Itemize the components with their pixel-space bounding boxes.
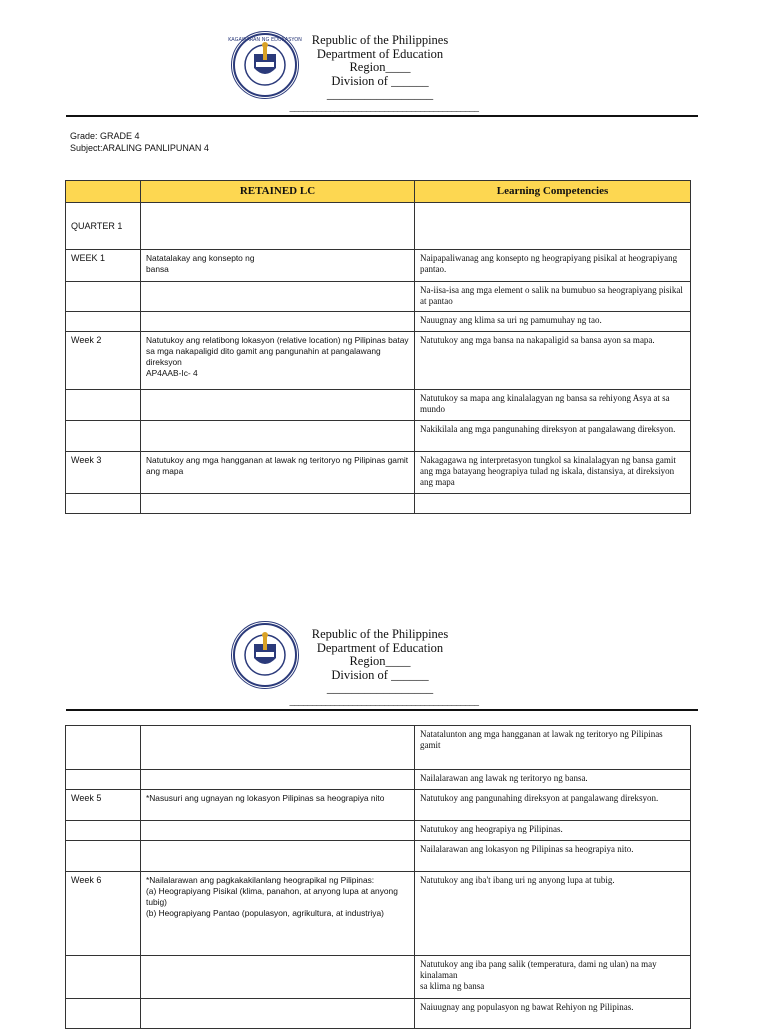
letterhead-republic: Republic of the Philippines <box>311 33 449 47</box>
table-cell-competency: Nailalarawan ang lawak ng teritoryo ng bansa. <box>415 770 691 790</box>
table-cell-competency <box>415 494 691 514</box>
table-row <box>66 821 691 841</box>
table-cell-competency: Natutukoy ang pangunahing direksyon at pangalawang direksyon. <box>415 790 691 821</box>
table-cell-retained: Natatalakay ang konsepto ng bansa <box>141 250 415 282</box>
subject-label: Subject:ARALING PANLIPUNAN 4 <box>70 143 209 153</box>
table-cell-week <box>66 999 141 1029</box>
deped-seal-logo <box>231 621 299 689</box>
table-row <box>66 790 691 821</box>
table-cell-competency: Natutukoy sa mapa ang kinalalagyan ng bansa sa rehiyong Asya at sa mundo <box>415 390 691 421</box>
table-cell-week <box>66 312 141 332</box>
letterhead-blank-line: _________________ <box>326 87 434 102</box>
table-row <box>66 282 691 312</box>
letterhead-region: Region____ <box>349 654 411 669</box>
table-cell-competency: Nailalarawan ang lokasyon ng Pilipinas sa heograpiya nito. <box>415 841 691 872</box>
competency-table-2 <box>65 725 691 1029</box>
table-cell-week <box>66 841 141 872</box>
header-cell-empty <box>66 181 141 203</box>
letterhead-blank-line: _________________ <box>326 681 434 696</box>
table-row <box>66 332 691 390</box>
table-row <box>66 872 691 956</box>
table-cell-week <box>66 421 141 452</box>
letterhead-department: Department of Education <box>316 640 444 655</box>
table-cell-week <box>66 821 141 841</box>
table-cell-competency: Na-iisa-isa ang mga element o salik na bumubuo sa heograpiyang pisikal at pantao <box>415 282 691 312</box>
table-row <box>66 726 691 770</box>
table-cell-competency: Natutukoy ang mga bansa na nakapaligid sa bansa ayon sa mapa. <box>415 332 691 390</box>
competency-table-1 <box>65 180 691 514</box>
svg-text:KAGAWARAN NG EDUKASYON: KAGAWARAN NG EDUKASYON <box>228 37 302 43</box>
table-cell-week <box>66 390 141 421</box>
table-cell-retained <box>141 421 415 452</box>
letterhead-region: Region____ <box>349 60 411 75</box>
table-cell-competency: Natutukoy ang iba pang salik (temperatura, dami ng ulan) na may kinalaman sa klima ng bansa <box>415 956 691 999</box>
table-cell-competency: Natutukoy ang iba't ibang uri ng anyong lupa at tubig. <box>415 872 691 956</box>
table-row <box>66 250 691 282</box>
table-cell-week <box>66 726 141 770</box>
deped-seal-logo <box>228 31 302 99</box>
table-cell-competency: Natutukoy ang heograpiya ng Pilipinas. <box>415 821 691 841</box>
table-header-row <box>66 181 691 203</box>
table-cell-week: Week 5 <box>66 790 141 821</box>
table-cell-competency <box>415 203 691 250</box>
table-cell-week <box>66 770 141 790</box>
table-cell-retained <box>141 956 415 999</box>
table-cell-retained <box>141 726 415 770</box>
letterhead-underline: __________________________________________ <box>289 102 479 113</box>
table-cell-retained: *Nasusuri ang ugnayan ng lokasyon Pilipinas sa heograpiya nito <box>141 790 415 821</box>
table-cell-retained <box>141 841 415 872</box>
table-cell-week <box>66 282 141 312</box>
letterhead-republic: Republic of the Philippines <box>311 627 449 641</box>
document-meta <box>70 130 209 154</box>
table-cell-week <box>66 956 141 999</box>
table-cell-retained <box>141 999 415 1029</box>
table-cell-week: WEEK 1 <box>66 250 141 282</box>
table-cell-competency: Naipapaliwanag ang konsepto ng heograpiyang pisikal at heograpiyang pantao. <box>415 250 691 282</box>
header-cell-retained-lc: RETAINED LC <box>141 181 415 203</box>
table-cell-week <box>66 494 141 514</box>
table-row <box>66 312 691 332</box>
table-cell-retained: Natutukoy ang mga hangganan at lawak ng teritoryo ng Pilipinas gamit ang mapa <box>141 452 415 494</box>
table-cell-retained <box>141 282 415 312</box>
header-divider <box>66 115 698 117</box>
letterhead <box>300 34 460 102</box>
table-row <box>66 841 691 872</box>
letterhead-department: Department of Education <box>316 46 444 61</box>
table-cell-retained <box>141 494 415 514</box>
letterhead <box>300 628 460 696</box>
table-row <box>66 956 691 999</box>
table-cell-competency: Nakikilala ang mga pangunahing direksyon at pangalawang direksyon. <box>415 421 691 452</box>
table-cell-retained <box>141 312 415 332</box>
letterhead-underline: __________________________________________ <box>289 696 479 707</box>
table-cell-retained <box>141 203 415 250</box>
table-cell-competency: Nauugnay ang klima sa uri ng pamumuhay ng tao. <box>415 312 691 332</box>
table-cell-retained: *Nailalarawan ang pagkakakilanlang heograpikal ng Pilipinas: (a) Heograpiyang Pisikal (klima, panahon, at anyong lupa at anyong tubig) (b) Heograpiyang Pantao (populasyon, agrikultura, at industriya) <box>141 872 415 956</box>
table-row <box>66 452 691 494</box>
table-cell-competency: Natatalunton ang mga hangganan at lawak ng teritoryo ng Pilipinas gamit <box>415 726 691 770</box>
table-row <box>66 203 691 250</box>
table-cell-week: Week 2 <box>66 332 141 390</box>
letterhead-division: Division of ______ <box>331 667 429 682</box>
table-row <box>66 390 691 421</box>
table-cell-retained <box>141 390 415 421</box>
table-cell-week: QUARTER 1 <box>66 203 141 250</box>
table-cell-competency: Naiuugnay ang populasyon ng bawat Rehiyon ng Pilipinas. <box>415 999 691 1029</box>
table-cell-retained: Natutukoy ang relatibong lokasyon (relative location) ng Pilipinas batay sa mga nakapaligid dito gamit ang pangunahin at pangalawang direksyon AP4AAB-Ic- 4 <box>141 332 415 390</box>
table-cell-week: Week 3 <box>66 452 141 494</box>
letterhead-division: Division of ______ <box>331 73 429 88</box>
table-cell-retained <box>141 821 415 841</box>
header-cell-learning-competencies: Learning Competencies <box>415 181 691 203</box>
table-cell-competency: Nakagagawa ng interpretasyon tungkol sa kinalalagyan ng bansa gamit ang mga batayang heograpiya tulad ng iskala, distansiya, at direksiyon ang mapa <box>415 452 691 494</box>
table-row <box>66 494 691 514</box>
grade-label: Grade: GRADE 4 <box>70 131 140 141</box>
table-cell-week: Week 6 <box>66 872 141 956</box>
table-cell-retained <box>141 770 415 790</box>
header-divider <box>66 709 698 711</box>
table-row <box>66 770 691 790</box>
table-row <box>66 421 691 452</box>
table-row <box>66 999 691 1029</box>
